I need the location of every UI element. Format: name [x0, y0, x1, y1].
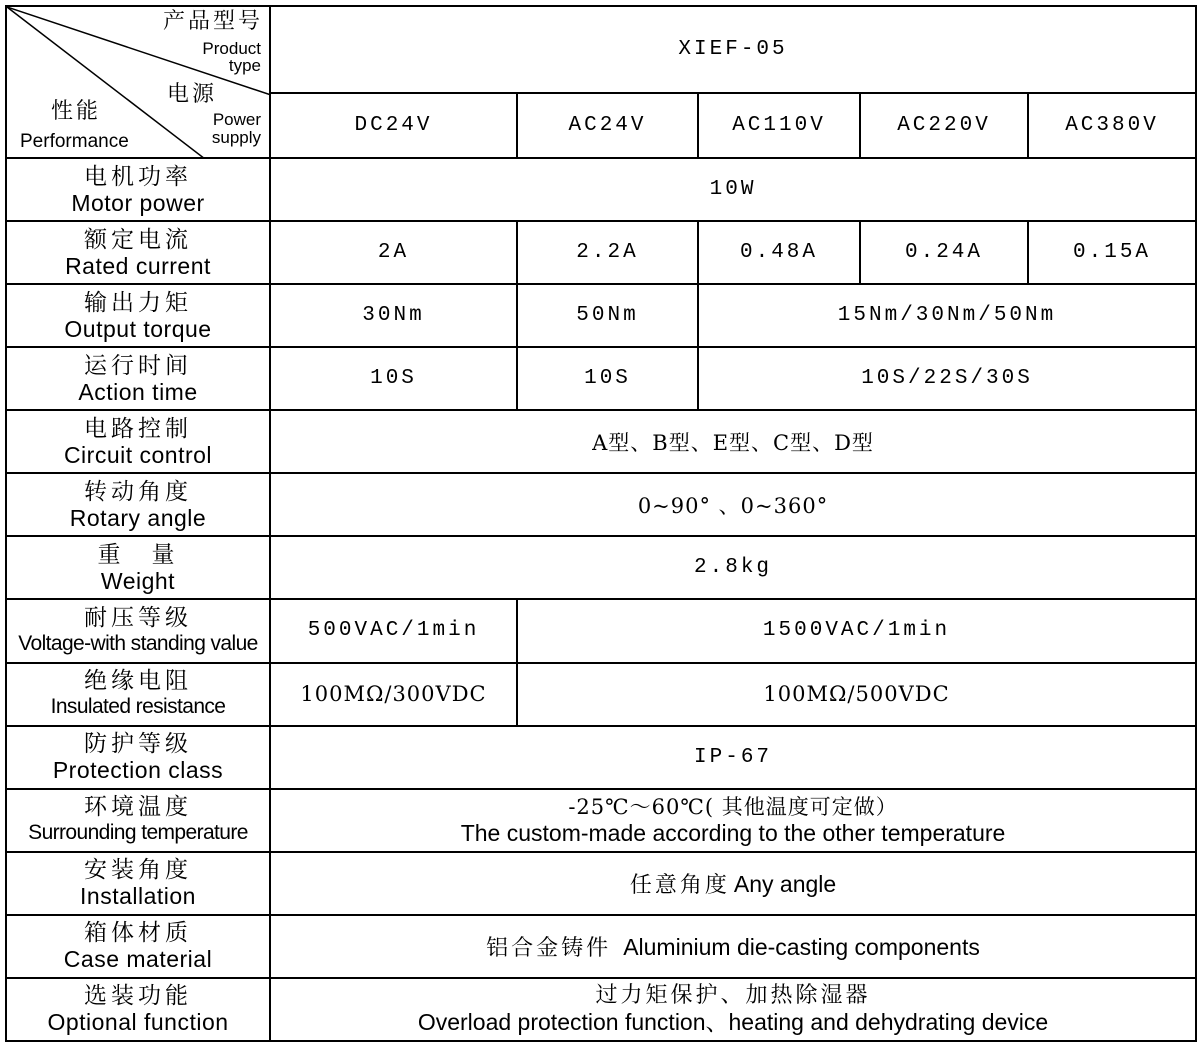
table-row — [6, 284, 1196, 347]
value-cell — [270, 852, 1196, 915]
output-torque-value: 15Nm/30Nm/50Nm — [837, 304, 1057, 328]
action-time-value: 10S/22S/30S — [861, 367, 1033, 391]
value-cell — [270, 789, 1196, 852]
surrounding-temperature-value-en: The custom-made according to the other temperature — [460, 820, 1006, 847]
label-en: Protection class — [52, 757, 224, 784]
output-torque-value: 30Nm — [362, 304, 425, 328]
voltage-dc24v: DC24V — [354, 114, 433, 138]
label-cn: 耐压等级 — [84, 604, 192, 631]
table-row — [6, 410, 1196, 473]
value-cell — [270, 536, 1196, 599]
label-en: Case material — [63, 946, 213, 973]
circuit-control-value: A型、B型、E型、C型、D型 — [592, 430, 874, 455]
table-row — [6, 536, 1196, 599]
table-row — [6, 852, 1196, 915]
rated-current-value: 0.15A — [1073, 241, 1152, 265]
value-cell — [270, 158, 1196, 221]
value-cell — [270, 347, 517, 410]
value-cell — [517, 284, 698, 347]
value-cell — [517, 663, 1196, 726]
label-cn: 绝缘电阻 — [84, 668, 192, 695]
voltage-ac110v: AC110V — [732, 114, 826, 138]
table-row — [6, 915, 1196, 978]
action-time-value: 10S — [584, 367, 631, 391]
value-cell — [270, 915, 1196, 978]
value-cell — [517, 221, 698, 284]
table-row — [6, 726, 1196, 789]
performance-en: Performance — [20, 131, 129, 152]
row-label — [6, 663, 270, 726]
label-cn: 输出力矩 — [84, 289, 192, 316]
label-cn: 额定电流 — [84, 226, 192, 253]
label-en: Rated current — [65, 252, 211, 279]
row-label — [6, 284, 270, 347]
table-row — [6, 221, 1196, 284]
voltage-cell — [698, 93, 860, 158]
insulated-resistance-value: 100MΩ/300VDC — [300, 682, 487, 707]
label-en: Insulated resistance — [50, 695, 226, 719]
voltage-withstanding-value: 1500VAC/1min — [762, 619, 951, 643]
label-cn: 安装角度 — [84, 857, 192, 884]
voltage-ac24v: AC24V — [568, 114, 647, 138]
surrounding-temperature-value-cn: -25℃～60℃( 其他温度可定做） — [568, 795, 898, 820]
label-en: Weight — [100, 567, 176, 594]
product-type-en-2: type — [228, 56, 261, 75]
voltage-cell — [860, 93, 1028, 158]
label-en: Output torque — [64, 315, 212, 342]
value-cell — [270, 221, 517, 284]
row-label — [6, 473, 270, 536]
value-cell — [270, 410, 1196, 473]
protection-class-value: IP-67 — [694, 745, 773, 769]
table-row — [6, 978, 1196, 1041]
insulated-resistance-value: 100MΩ/500VDC — [763, 682, 950, 707]
value-cell — [698, 347, 1196, 410]
value-cell — [270, 726, 1196, 789]
label-cn: 防护等级 — [84, 731, 192, 758]
row-label — [6, 221, 270, 284]
value-cell — [270, 473, 1196, 536]
product-type-en-1: Product — [202, 39, 261, 58]
weight-value: 2.8kg — [694, 556, 773, 580]
voltage-cell — [517, 93, 698, 158]
power-supply-en-1: Power — [212, 110, 261, 129]
label-en: Surrounding temperature — [28, 821, 248, 845]
voltage-ac220v: AC220V — [897, 114, 991, 138]
value-cell — [1028, 221, 1196, 284]
row-label — [6, 789, 270, 852]
installation-value-cn: 任意角度 — [629, 872, 730, 898]
value-cell — [270, 978, 1196, 1041]
value-cell — [270, 284, 517, 347]
motor-power-value: 10W — [709, 178, 757, 202]
power-supply-cn: 电源 — [167, 82, 218, 107]
case-material-value-en: Aluminium die-casting components — [623, 933, 980, 960]
table-row — [6, 473, 1196, 536]
label-en: Motor power — [71, 189, 205, 216]
row-label — [6, 410, 270, 473]
rotary-angle-value: 0~90° 、0~360° — [637, 493, 829, 518]
table-row — [6, 6, 1196, 93]
row-label — [6, 347, 270, 410]
table-row — [6, 158, 1196, 221]
row-label — [6, 536, 270, 599]
label-cn: 电路控制 — [84, 415, 192, 442]
product-type-cn: 产品型号 — [162, 9, 263, 34]
value-cell — [517, 347, 698, 410]
row-label — [6, 978, 270, 1041]
table-row — [6, 599, 1196, 662]
label-en: Circuit control — [63, 441, 213, 468]
optional-function-value-cn: 过力矩保护、加热除湿器 — [595, 983, 871, 1009]
model-value: XIEF-05 — [678, 38, 788, 62]
table-row — [6, 663, 1196, 726]
label-cn: 重 量 — [97, 541, 179, 568]
rated-current-value: 0.48A — [739, 241, 818, 265]
voltage-cell — [1028, 93, 1196, 158]
label-en: Voltage-with standing value — [18, 631, 258, 655]
label-en: Optional function — [47, 1009, 229, 1036]
rated-current-value: 2A — [377, 241, 410, 265]
row-label — [6, 852, 270, 915]
value-cell — [270, 663, 517, 726]
table-row — [6, 789, 1196, 852]
row-label — [6, 915, 270, 978]
row-label — [6, 726, 270, 789]
model-cell — [270, 6, 1196, 93]
output-torque-value: 50Nm — [576, 304, 639, 328]
label-en: Rotary angle — [69, 504, 207, 531]
value-cell — [698, 284, 1196, 347]
rated-current-value: 0.24A — [904, 241, 983, 265]
value-cell — [860, 221, 1028, 284]
performance-cn: 性能 — [51, 99, 102, 124]
value-cell — [698, 221, 860, 284]
spec-table — [5, 5, 1197, 1042]
label-cn: 转动角度 — [84, 478, 192, 505]
label-cn: 箱体材质 — [84, 920, 192, 947]
voltage-ac380v: AC380V — [1065, 114, 1159, 138]
table-row — [6, 347, 1196, 410]
rated-current-value: 2.2A — [576, 241, 639, 265]
installation-value-en: Any angle — [733, 870, 837, 897]
label-cn: 环境温度 — [84, 794, 192, 821]
label-en: Action time — [78, 378, 198, 405]
label-en: Installation — [80, 883, 196, 910]
value-cell — [517, 599, 1196, 662]
action-time-value: 10S — [370, 367, 417, 391]
power-supply-en-2: supply — [211, 128, 261, 147]
voltage-withstanding-value: 500VAC/1min — [307, 619, 480, 643]
optional-function-value-en: Overload protection function、heating and dehydrating device — [417, 1009, 1049, 1036]
label-cn: 电机功率 — [84, 163, 192, 190]
header-diagonal-cell — [6, 6, 270, 158]
label-cn: 选装功能 — [84, 983, 192, 1010]
row-label — [6, 158, 270, 221]
label-cn: 运行时间 — [84, 352, 192, 379]
case-material-value-cn: 铝合金铸件 — [486, 935, 612, 961]
row-label — [6, 599, 270, 662]
value-cell — [270, 599, 517, 662]
voltage-cell — [270, 93, 517, 158]
